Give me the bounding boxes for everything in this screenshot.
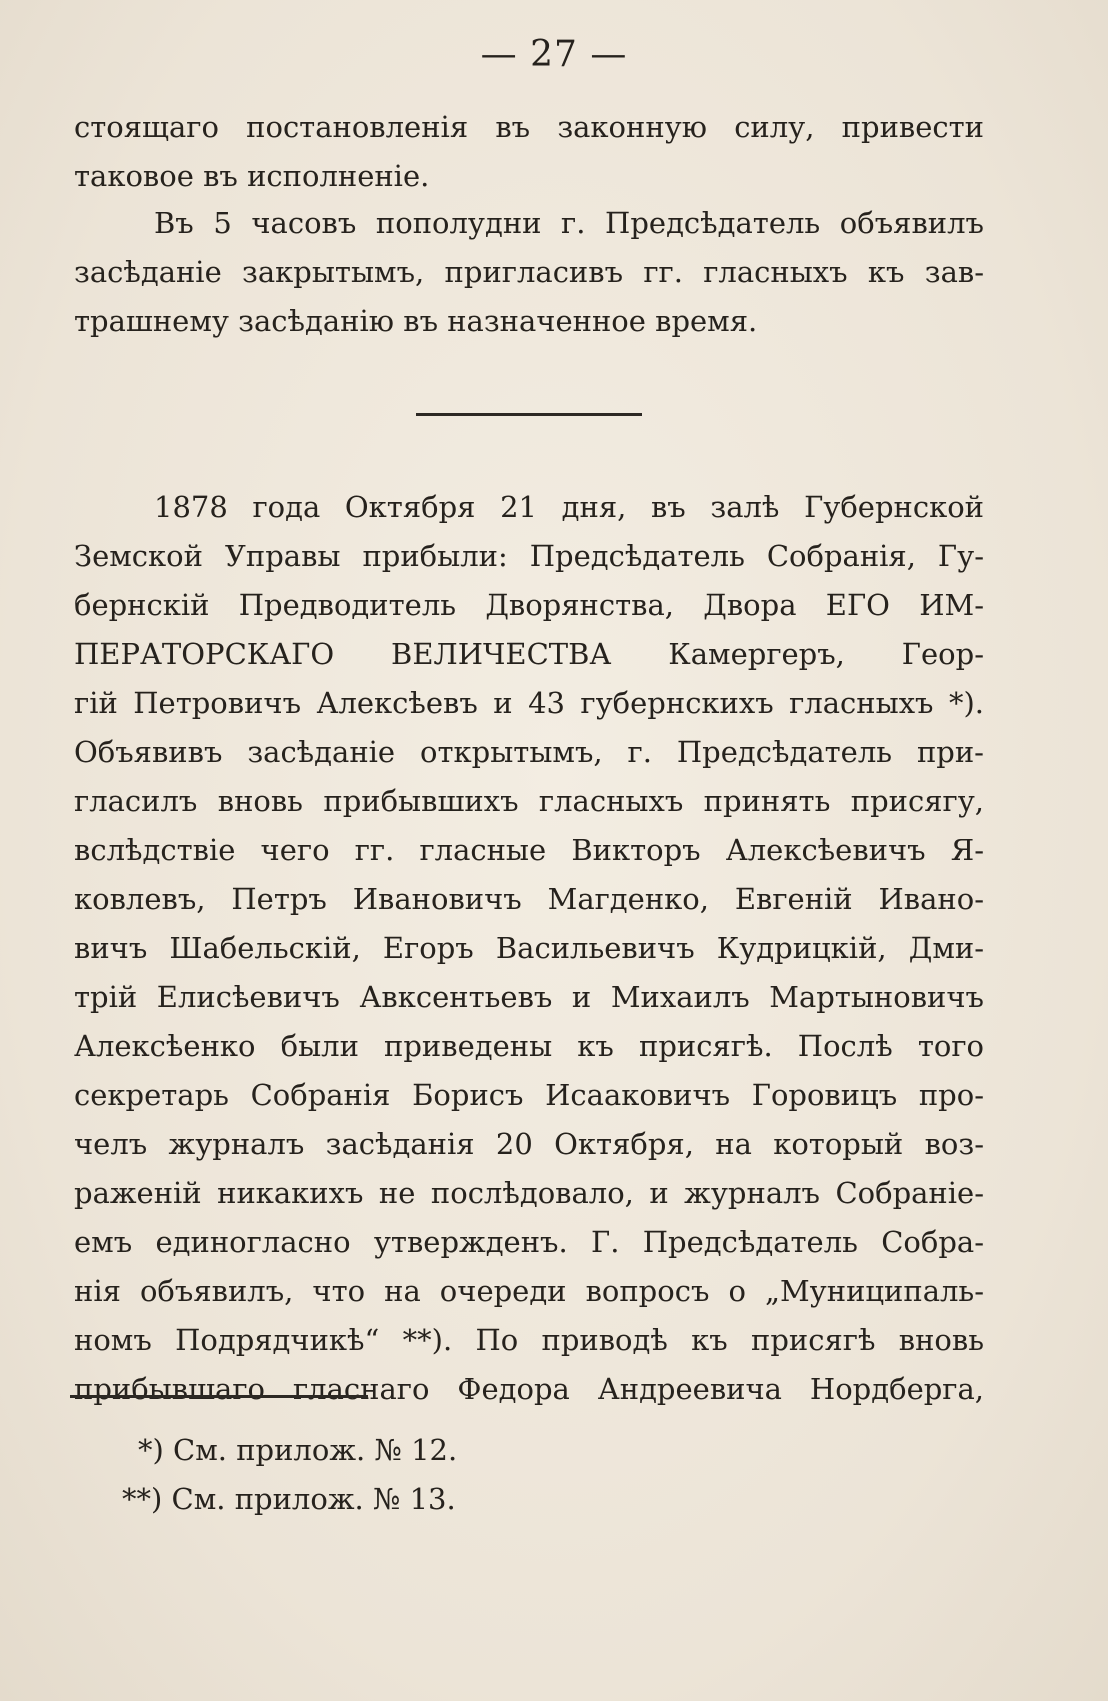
text-line: ковлевъ, Петръ Ивановичъ Магденко, Евгеній Ивано- <box>74 882 984 916</box>
text-line: челъ журналъ засѣданія 20 Октября, на который воз- <box>74 1127 984 1161</box>
text-line: засѣданіе закрытымъ, пригласивъ гг. гласныхъ къ зав- <box>74 255 984 289</box>
text-line: прибывшаго гласнаго Федора Андреевича Нордберга, <box>74 1372 984 1406</box>
text-line: трій Елисѣевичъ Авксентьевъ и Михаилъ Мартыновичъ <box>74 980 984 1014</box>
text-line: нія объявилъ, что на очереди вопросъ о „Муниципаль- <box>74 1274 984 1308</box>
text-line: раженій никакихъ не послѣдовало, и журналъ Собраніе- <box>74 1176 984 1210</box>
footnote-2: **) См. прилож. № 13. <box>122 1482 456 1516</box>
text-line: стоящаго постановленія въ законную силу, привести <box>74 110 984 144</box>
text-line: секретарь Собранія Борисъ Исааковичъ Горовицъ про- <box>74 1078 984 1112</box>
paragraph-session-opened <box>74 483 984 1414</box>
text-line: бернскій Предводитель Дворянства, Двора ЕГО ИМ- <box>74 588 984 622</box>
text-line: таковое въ исполненіе. <box>74 159 430 193</box>
footnote-rule <box>70 1395 368 1398</box>
text-line: Объявивъ засѣданіе открытымъ, г. Предсѣдатель при- <box>74 735 984 769</box>
footnote-1: *) См. прилож. № 12. <box>138 1433 458 1467</box>
text-line: ПЕРАТОРСКАГО ВЕЛИЧЕСТВА Камергеръ, Геор- <box>74 637 984 671</box>
section-divider <box>416 413 642 416</box>
paragraph-continuation <box>74 103 984 201</box>
text-line: гій Петровичъ Алексѣевъ и 43 губернскихъ гласныхъ *). <box>74 686 984 720</box>
text-line: Земской Управы прибыли: Предсѣдатель Собранія, Гу- <box>74 539 984 573</box>
paragraph-session-closed <box>74 199 984 346</box>
text-line: вслѣдствіе чего гг. гласные Викторъ Алексѣевичъ Я- <box>74 833 984 867</box>
text-line: емъ единогласно утвержденъ. Г. Предсѣдатель Собра- <box>74 1225 984 1259</box>
text-line: трашнему засѣданію въ назначенное время. <box>74 304 758 338</box>
text-line: номъ Подрядчикѣ“ **). По приводѣ къ присягѣ вновь <box>74 1323 984 1357</box>
text-line: Въ 5 часовъ пополудни г. Предсѣдатель объявилъ <box>154 206 984 240</box>
text-line: вичъ Шабельскій, Егоръ Васильевичъ Кудрицкій, Дми- <box>74 931 984 965</box>
page-number: — 27 — <box>480 34 628 75</box>
text-line: Алексѣенко были приведены къ присягѣ. Послѣ того <box>74 1029 984 1063</box>
text-line: гласилъ вновь прибывшихъ гласныхъ принять присягу, <box>74 784 984 818</box>
text-line: 1878 года Октября 21 дня, въ залѣ Губернской <box>154 490 984 524</box>
